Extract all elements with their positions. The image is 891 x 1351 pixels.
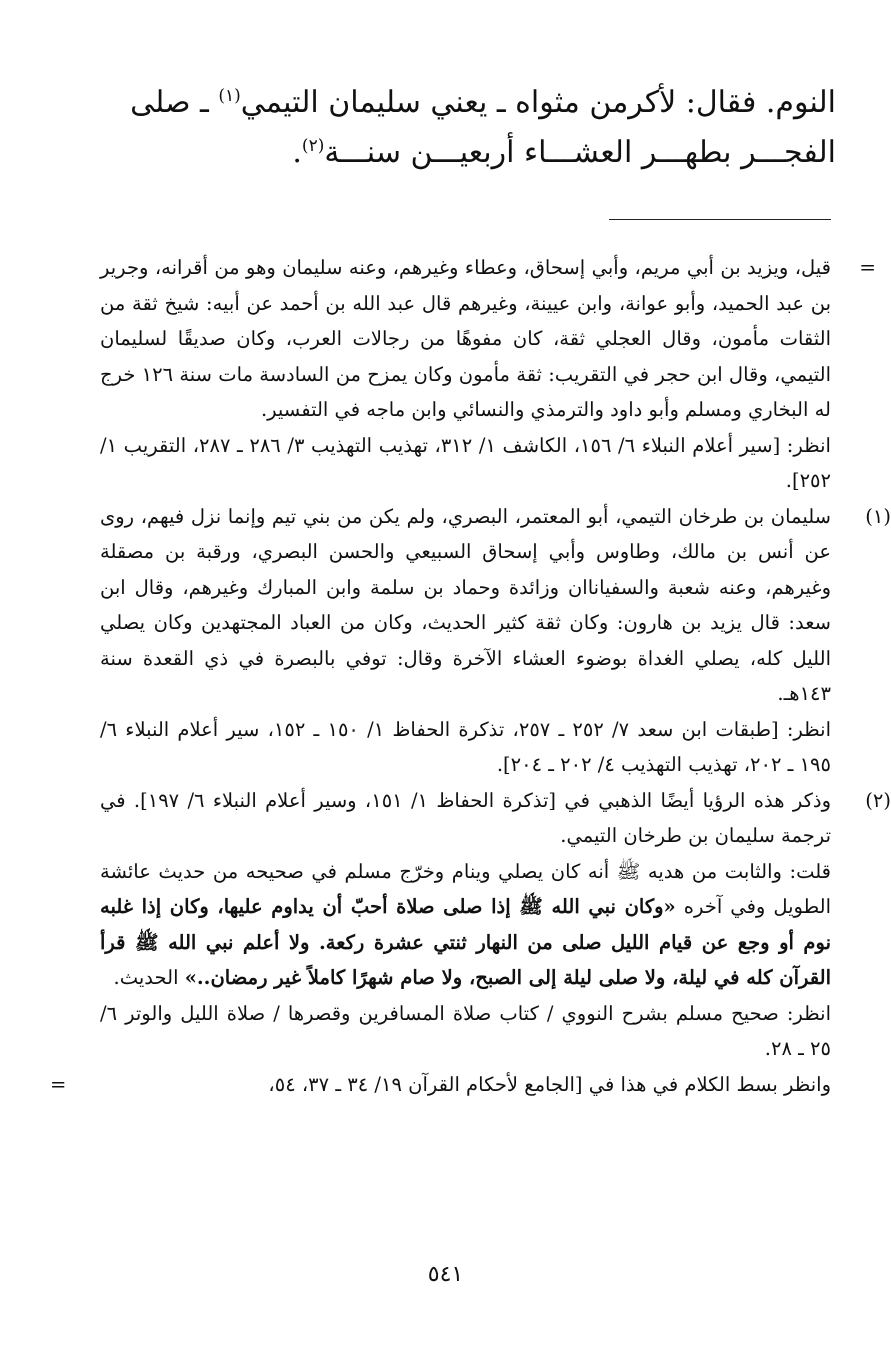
continues-marker: = [50, 1072, 67, 1096]
footnote-ref-2[interactable]: (٢) [301, 136, 325, 156]
footnote-2-references-text: انظر: صحيح مسلم بشرح النووي / كتاب صلاة المسافرين وقصرها / صلاة الليل والوتر ٦/ ٢٥ ـ ٢٨. [100, 1001, 831, 1060]
footnote-separator [609, 219, 831, 220]
footnote-2-marker: (٢) [865, 788, 891, 812]
footnote-2-comment-intro: قلت: والثابت من هديه ﷺ أنه كان يصلي وينام وخرّج مسلم في صحيحه من حديث عائشة الطويل وفي آخره [100, 859, 831, 918]
main-text [60, 78, 836, 178]
footnote-1-text: سليمان بن طرخان التيمي، أبو المعتمر، البصري، ولم يكن من بني تيم وإنما نزل فيهم، روى عن أنس بن مالك، وطاوس وأبي إسحاق السبيعي والحسن البصري، ورقبة بن مصقلة وغيرهم، وعنه شعبة والسفياناان وزائدة وحماد بن سلمة وابن المبارك وغيرهم، وقال ابن سعد: قال يزيد بن هارون: وكان ثقة كثير الحديث، وكان من العباد المجتهدين وكان يصلي الليل كله، يصلي الغداة بوضوء العشاء الآخرة وقال: توفي بالبصرة في ذي القعدة سنة ١٤٣هـ. [100, 504, 831, 705]
footnote-1-marker: (١) [865, 504, 891, 528]
hadith-quote: «وكان نبي الله ﷺ إذا صلى صلاة أحبّ أن يداوم عليها، وكان إذا غلبه نوم أو وجع عن قيام الليل صلى من النهار ثنتي عشرة ركعة. ولا أعلم نبي الله ﷺ قرأ القرآن كله في ليلة، ولا صلى ليلة إلى الصبح، ولا صام شهرًا كاملاً غير رمضان..» [100, 895, 831, 989]
continuation-references-text: انظر: [سير أعلام النبلاء ٦/ ١٥٦، الكاشف ١/ ٣١٢، تهذيب التهذيب ٣/ ٢٨٦ ـ ٢٨٧، التقريب ١/ ٢٥٢]. [100, 433, 831, 492]
footnote-2-text: وذكر هذه الرؤيا أيضًا الذهبي في [تذكرة الحفاظ ١/ ١٥١، وسير أعلام النبلاء ٦/ ١٩٧]. في ترجمة سليمان بن طرخان التيمي. [100, 788, 831, 847]
main-line-1 [60, 78, 836, 128]
footnote-2-comment [100, 854, 831, 996]
continuation-text: قيل، ويزيد بن أبي مريم، وأبي إسحاق، وعطاء وغيرهم، وعنه سليمان وهو من أقرانه، وجرير بن عبد الحميد، وأبو عوانة، وابن عيينة، وغيرهم قال عبد الله بن أحمد عن أبيه: شيخ ثقة من الثقات مأمون، وقال العجلي ثقة، كان مفوهًا من رجالات العرب، وكان صديقًا لسليمان التيمي، وقال ابن حجر في التقريب: ثقة مأمون وكان يمزح من السادسة مات سنة ١٢٦ خرج له البخاري ومسلم وأبو داود والترمذي والنسائي وابن ماجه في التفسير. [100, 256, 831, 421]
main-line-2-tail: . [292, 135, 302, 170]
footnote-2-more [50, 1067, 831, 1103]
main-line-2 [60, 128, 836, 178]
footnote-2-more-text: وانظر بسط الكلام في هذا في [الجامع لأحكام القرآن ١٩/ ٣٤ ـ ٣٧، ٥٤، [268, 1072, 831, 1096]
footnote-2-comment-tail: الحديث. [113, 966, 185, 989]
footnote-1-references-text: انظر: [طبقات ابن سعد ٧/ ٢٥٢ ـ ٢٥٧، تذكرة الحفاظ ١/ ١٥٠ ـ ١٥٢، سير أعلام النبلاء ٦/ ١٩٥ ـ ٢٠٢، تهذيب التهذيب ٤/ ٢٠٢ ـ ٢٠٤]. [100, 717, 832, 776]
continuation-marker: = [859, 255, 876, 279]
footnotes [50, 250, 891, 1102]
footnote-1 [100, 499, 891, 712]
main-line-2-text: الفجـــر بطهـــر العشـــاء أربعيـــن سنـــة [324, 135, 836, 170]
continuation-references [100, 428, 831, 499]
main-line-1-tail: ـ صلى [130, 85, 219, 120]
page-number: ٥٤١ [427, 1262, 464, 1287]
footnote-ref-1[interactable]: (١) [218, 86, 241, 106]
footnote-2 [100, 783, 891, 854]
footnote-1-references [100, 712, 831, 783]
footnote-continuation [100, 250, 876, 428]
footnote-2-references [100, 996, 831, 1067]
main-line-1-text: النوم. فقال: لأكرمن مثواه ـ يعني سليمان التيمي [240, 85, 836, 120]
